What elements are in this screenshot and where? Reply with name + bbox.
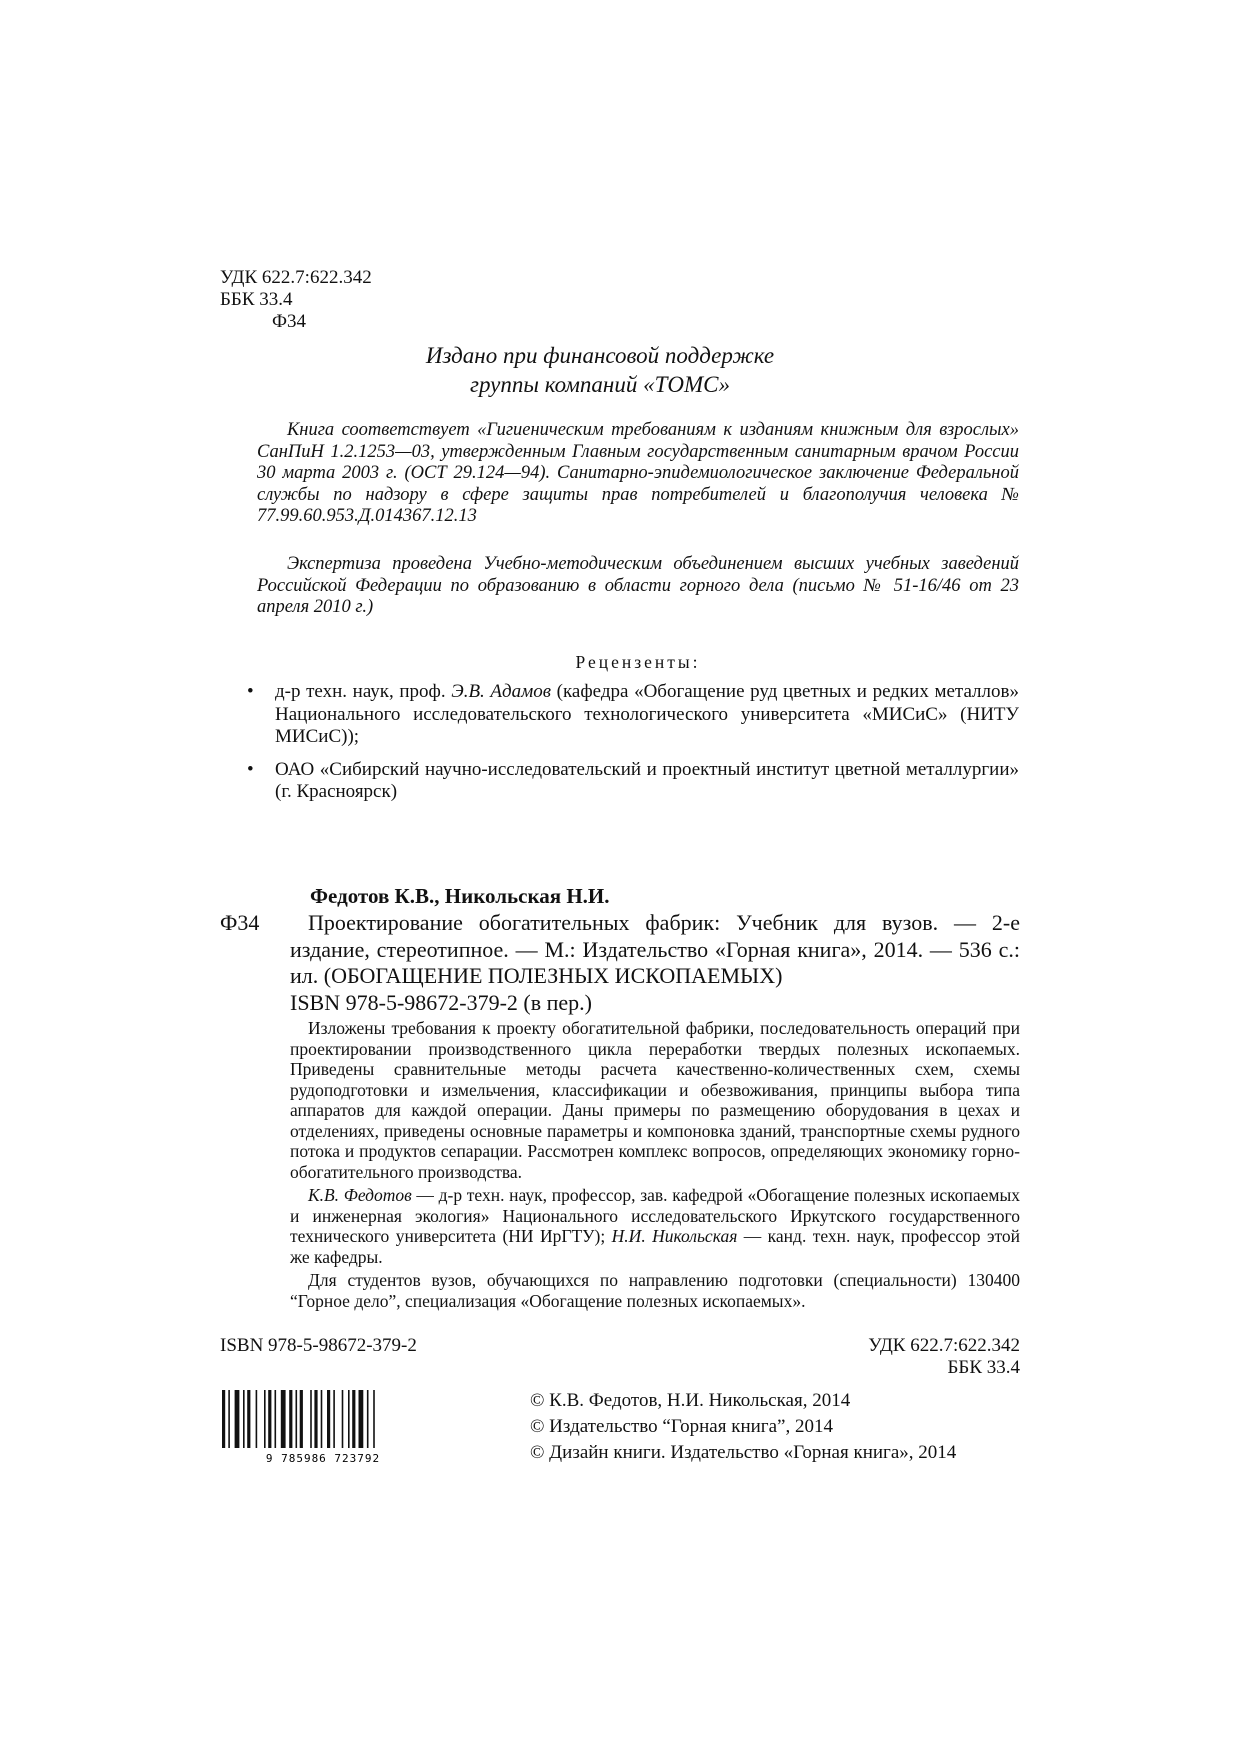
barcode-bar (247, 1390, 250, 1448)
author-2-info: — канд. техн. наук, профессор этой же кафедры. (290, 1226, 1021, 1267)
barcode-bar (314, 1390, 317, 1448)
barcode-bar (367, 1390, 369, 1448)
bbk-footer: ББК 33.4 (947, 1357, 1020, 1378)
barcode-bar (342, 1390, 344, 1448)
author-1-name: К.В. Федотов (308, 1185, 412, 1205)
udk-code: УДК 622.7:622.342 (220, 267, 372, 288)
entry-description: Проектирование обогатительных фабрик: Учебник для вузов. — 2-е издание, стереотипное. — М.: Издательство «Горная книга», 2014. — 536 с.: ил. (ОБОГАЩЕНИЕ ПОЛЕЗНЫХ ИСКОПАЕМЫХ) (290, 910, 1020, 988)
barcode-bar (310, 1390, 312, 1448)
classification-codes (220, 267, 372, 333)
barcode-bar (333, 1390, 335, 1448)
author-2-name: Н.И. Никольская (611, 1226, 738, 1246)
barcode-bar (321, 1390, 323, 1448)
barcode-bar (359, 1390, 364, 1448)
barcode-bar (352, 1390, 355, 1448)
barcode-bar (327, 1390, 330, 1448)
hygiene-note (257, 420, 1019, 528)
expertise-note (257, 554, 1019, 619)
bibliographic-entry (290, 910, 1020, 1016)
expertise-text: Экспертиза проведена Учебно-методическим объединением высших учебных заведений Российской Федерации по образованию в области горного дела (письмо № 51-16/46 от 23 апреля 2010 г.) (257, 554, 1019, 617)
author-sign: Ф34 (272, 311, 307, 332)
barcode-bar (275, 1390, 277, 1448)
annotation-authors (290, 1185, 1020, 1267)
barcode-bar (222, 1390, 225, 1448)
reviewer-item (247, 758, 1019, 804)
hygiene-text: Книга соответствует «Гигиеническим требованиям к изданиям книжным для взрослых» СанПиН 1.2.1253—03, утвержденным Главным государственным санитарным врачом России 30 марта 2003 г. (ОСТ 29.124—94). Санитарно-эпидемиологическое заключение Федеральной службы по надзору в сфере защиты прав потребителей и благополучия человека № 77.99.60.953.Д.014367.12.13 (257, 420, 1019, 526)
barcode-bar (235, 1390, 240, 1448)
reviewer-affiliation: (кафедра «Обогащение руд цветных и редких металлов» Национального исследовательского технологического университета «МИСиС» (НИТУ МИСиС)); (275, 681, 1019, 747)
copyright-block (530, 1388, 956, 1466)
entry-authors: Федотов К.В., Никольская Н.И. (310, 884, 610, 908)
bullet-icon: • (247, 681, 254, 702)
barcode-bar (300, 1390, 303, 1448)
entry-author-sign: Ф34 (220, 910, 260, 935)
reviewer-item (247, 681, 1019, 749)
sponsor-line-2: группы компаний «ТОМС» (470, 372, 730, 397)
copyright-design: © Дизайн книги. Издательство «Горная книга», 2014 (530, 1442, 957, 1463)
sponsor-note (260, 341, 940, 399)
entry-isbn: ISBN 978-5-98672-379-2 (в пер.) (290, 989, 593, 1015)
author-1-info: — д-р техн. наук, профессор, зав. кафедрой «Обогащение полезных ископаемых и инженерная экология» Национального исследовательского Иркутского государственного технического университета (НИ ИрГТУ); (290, 1185, 1020, 1246)
barcode-bar (373, 1390, 375, 1448)
reviewer-name: Э.В. Адамов (451, 681, 552, 702)
copyright-publisher: © Издательство “Горная книга”, 2014 (530, 1416, 833, 1437)
bbk-code: ББК 33.4 (220, 289, 293, 310)
barcode-icon (220, 1390, 426, 1464)
sponsor-line-1: Издано при финансовой поддержке (425, 343, 775, 368)
udk-footer: УДК 622.7:622.342 (868, 1335, 1020, 1356)
barcode-bar (256, 1390, 258, 1448)
copyright-authors: © К.В. Федотов, Н.И. Никольская, 2014 (530, 1390, 851, 1411)
reviewers-list (247, 681, 1019, 814)
barcode-bar (281, 1390, 286, 1448)
barcode-bar (264, 1390, 266, 1448)
reviewers-heading: Рецензенты: (575, 652, 701, 672)
annotation (290, 1018, 1020, 1311)
reviewer-prefix: д-р техн. наук, проф. (275, 681, 452, 702)
barcode-bar (289, 1390, 292, 1448)
barcode-bar (268, 1390, 271, 1448)
barcode-bar (348, 1390, 350, 1448)
annotation-summary: Изложены требования к проекту обогатительной фабрики, последовательность операций при проектировании производственного цикла переработки твердых полезных ископаемых. Приведены сравнительные методы расчета качественно-количественных схем, схемы рудоподготовки и измельчения, классификации и обезвоживания, принципы выбора типа аппаратов для каждой операции. Даны примеры по размещению оборудования в цехах и отделениях, приведены основные параметры и компоновка зданий, транспортные схемы рудного потока и продуктов сепарации. Рассмотрен комплекс вопросов, определяющих экономику горно-обогатительного производства. (290, 1018, 1020, 1182)
barcode-bar (296, 1390, 298, 1448)
annotation-audience: Для студентов вузов, обучающихся по направлению подготовки (специальности) 130400 “Горное дело”, специализация «Обогащение полезных ископаемых». (290, 1270, 1020, 1311)
bullet-icon: • (247, 758, 254, 780)
barcode-bar (243, 1390, 245, 1448)
barcode-bar (228, 1390, 230, 1448)
isbn-footer: ISBN 978-5-98672-379-2 (220, 1335, 417, 1356)
reviewer-organization: ОАО «Сибирский научно-исследовательский и проектный институт цветной металлургии» (г. Красноярск) (275, 758, 1019, 802)
classification-footer (840, 1335, 1020, 1379)
barcode-digits: 9 785986 723792 (265, 1452, 381, 1464)
